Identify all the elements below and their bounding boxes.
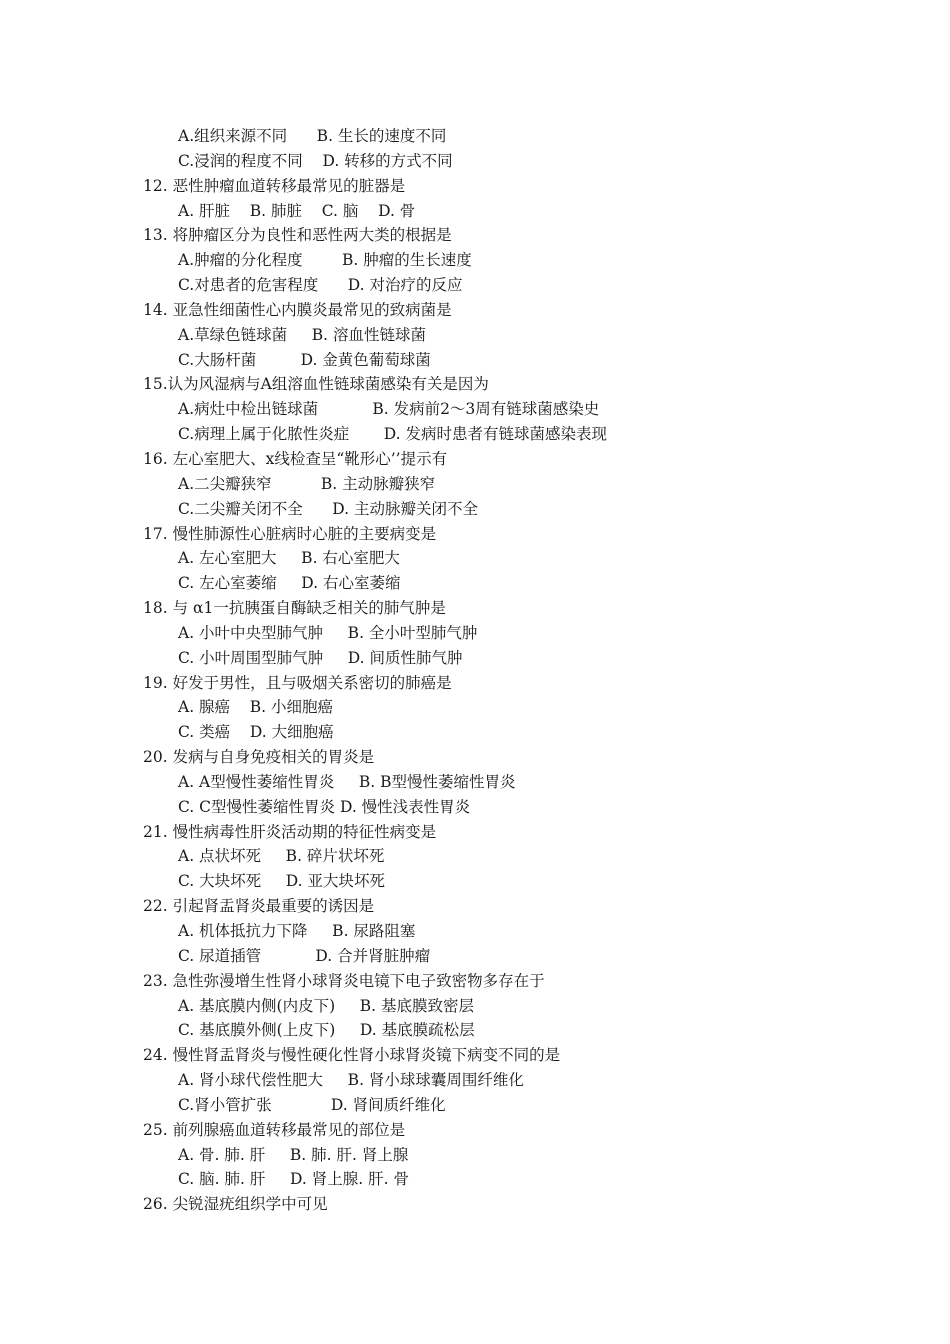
answer-options: C. 基底膜外侧(上皮下) D. 基底膜疏松层 [178,1021,475,1040]
answer-options: C.对患者的危害程度 D. 对治疗的反应 [178,276,463,295]
answer-options: A.二尖瓣狭窄 B. 主动脉瓣狭窄 [178,474,436,493]
question-stem: 16. 左心室肥大、x线检查呈“靴形心’’提示有 [143,449,448,468]
answer-options: C. 大块坏死 D. 亚大块坏死 [178,872,386,891]
question-stem: 24. 慢性肾盂肾炎与慢性硬化性肾小球肾炎镜下病变不同的是 [143,1046,561,1065]
question-stem: 23. 急性弥漫增生性肾小球肾炎电镜下电子致密物多存在于 [143,971,545,990]
answer-options: C. 尿道插管 D. 合并肾脏肿瘤 [178,946,431,965]
answer-options: A. 机体抵抗力下降 B. 尿路阻塞 [178,922,416,940]
question-stem: 25. 前列腺癌血道转移最常见的部位是 [143,1120,406,1139]
answer-options: A.组织来源不同 B. 生长的速度不同 [178,127,447,145]
answer-options: C.二尖瓣关闭不全 D. 主动脉瓣关闭不全 [178,499,479,518]
question-stem: 18. 与 α1一抗胰蛋自酶缺乏相关的肺气肿是 [143,599,446,618]
answer-options: C.病理上属于化脓性炎症 D. 发病时患者有链球菌感染表现 [178,425,607,444]
answer-options: A. 小叶中央型肺气肿 B. 全小叶型肺气肿 [178,623,478,642]
answer-options: A. 腺癌 B. 小细胞癌 [178,698,334,717]
question-list [143,124,803,1217]
question-stem: 26. 尖锐湿疣组织学中可见 [143,1195,328,1214]
answer-options: A. 肾小球代偿性肥大 B. 肾小球球囊周围纤维化 [178,1071,524,1090]
answer-options: A. 点状坏死 B. 碎片状坏死 [178,847,385,866]
answer-options: C.大肠杆菌 D. 金黄色葡萄球菌 [178,350,431,369]
question-stem: 19. 好发于男性，且与吸烟关系密切的肺癌是 [143,673,452,692]
answer-options: A.病灶中检出链球菌 B. 发病前2～3周有链球菌感染史 [178,400,600,419]
answer-options: C. C型慢性萎缩性胃炎 D. 慢性浅表性胃炎 [178,797,471,816]
answer-options: A. 肝脏 B. 肺脏 C. 脑 D. 骨 [178,201,416,220]
question-stem: 20. 发病与自身免疫相关的胃炎是 [143,748,375,767]
question-stem: 22. 引起肾盂肾炎最重要的诱因是 [143,897,375,916]
question-stem: 13. 将肿瘤区分为良性和恶性两大类的根据是 [143,226,452,245]
answer-options: A.肿瘤的分化程度 B. 肿瘤的生长速度 [178,251,472,270]
question-stem: 21. 慢性病毒性肝炎活动期的特征性病变是 [143,822,437,841]
answer-options: A. 左心室肥大 B. 右心室肥大 [178,549,400,568]
answer-options: C. 脑. 肺. 肝 D. 肾上腺. 肝. 骨 [178,1170,409,1189]
answer-options: C. 类癌 D. 大细胞癌 [178,723,334,742]
question-stem: 14. 亚急性细菌性心内膜炎最常见的致病菌是 [143,300,452,319]
answer-options: C.肾小管扩张 D. 肾间质纤维化 [178,1095,446,1114]
answer-options: A. 骨. 肺. 肝 B. 肺. 肝. 肾上腺 [178,1145,409,1164]
question-stem: 17. 慢性肺源性心脏病时心脏的主要病变是 [143,524,437,543]
answer-options: A. 基底膜内侧(内皮下) B. 基底膜致密层 [178,996,475,1015]
answer-options: C. 左心室萎缩 D. 右心室萎缩 [178,574,401,593]
question-stem: 12. 恶性肿瘤血道转移最常见的脏器是 [143,176,406,195]
answer-options: C.浸润的程度不同 D. 转移的方式不同 [178,151,453,170]
answer-options: A. A型慢性萎缩性胃炎 B. B型慢性萎缩性胃炎 [178,772,516,791]
answer-options: A.草绿色链球菌 B. 溶血性链球菌 [178,325,427,344]
question-stem: 15.认为风湿病与A组溶血性链球菌感染有关是因为 [143,375,489,394]
answer-options: C. 小叶周围型肺气肿 D. 间质性肺气肿 [178,648,463,667]
